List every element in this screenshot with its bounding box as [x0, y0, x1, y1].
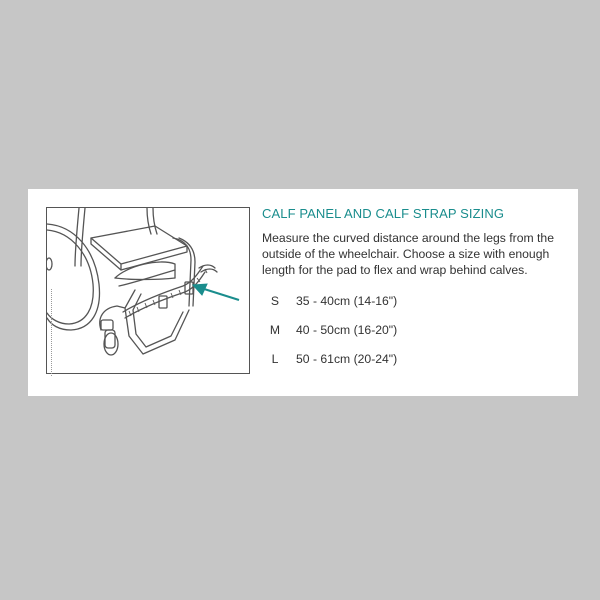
size-range: 35 - 40cm (14-16")	[296, 294, 398, 308]
size-letter: S	[270, 294, 280, 308]
size-list	[266, 288, 466, 375]
size-range: 50 - 61cm (20-24")	[296, 352, 398, 366]
size-row-s	[266, 288, 466, 317]
wheelchair-diagram-svg	[47, 208, 249, 373]
size-letter: L	[271, 352, 279, 366]
size-range: 40 - 50cm (16-20")	[296, 323, 398, 337]
page-title: CALF PANEL AND CALF STRAP SIZING	[262, 206, 505, 221]
size-letter: M	[269, 323, 281, 337]
sizing-card	[28, 189, 578, 396]
size-row-m	[266, 317, 466, 346]
sizing-description: Measure the curved distance around the legs from the outside of the wheelchair. Choose a size with enough length for the pad to flex and wrap behind calves.	[262, 231, 554, 277]
wheelchair-calf-strap-illustration	[46, 207, 250, 374]
size-row-l	[266, 346, 466, 375]
size-divider	[51, 289, 52, 376]
